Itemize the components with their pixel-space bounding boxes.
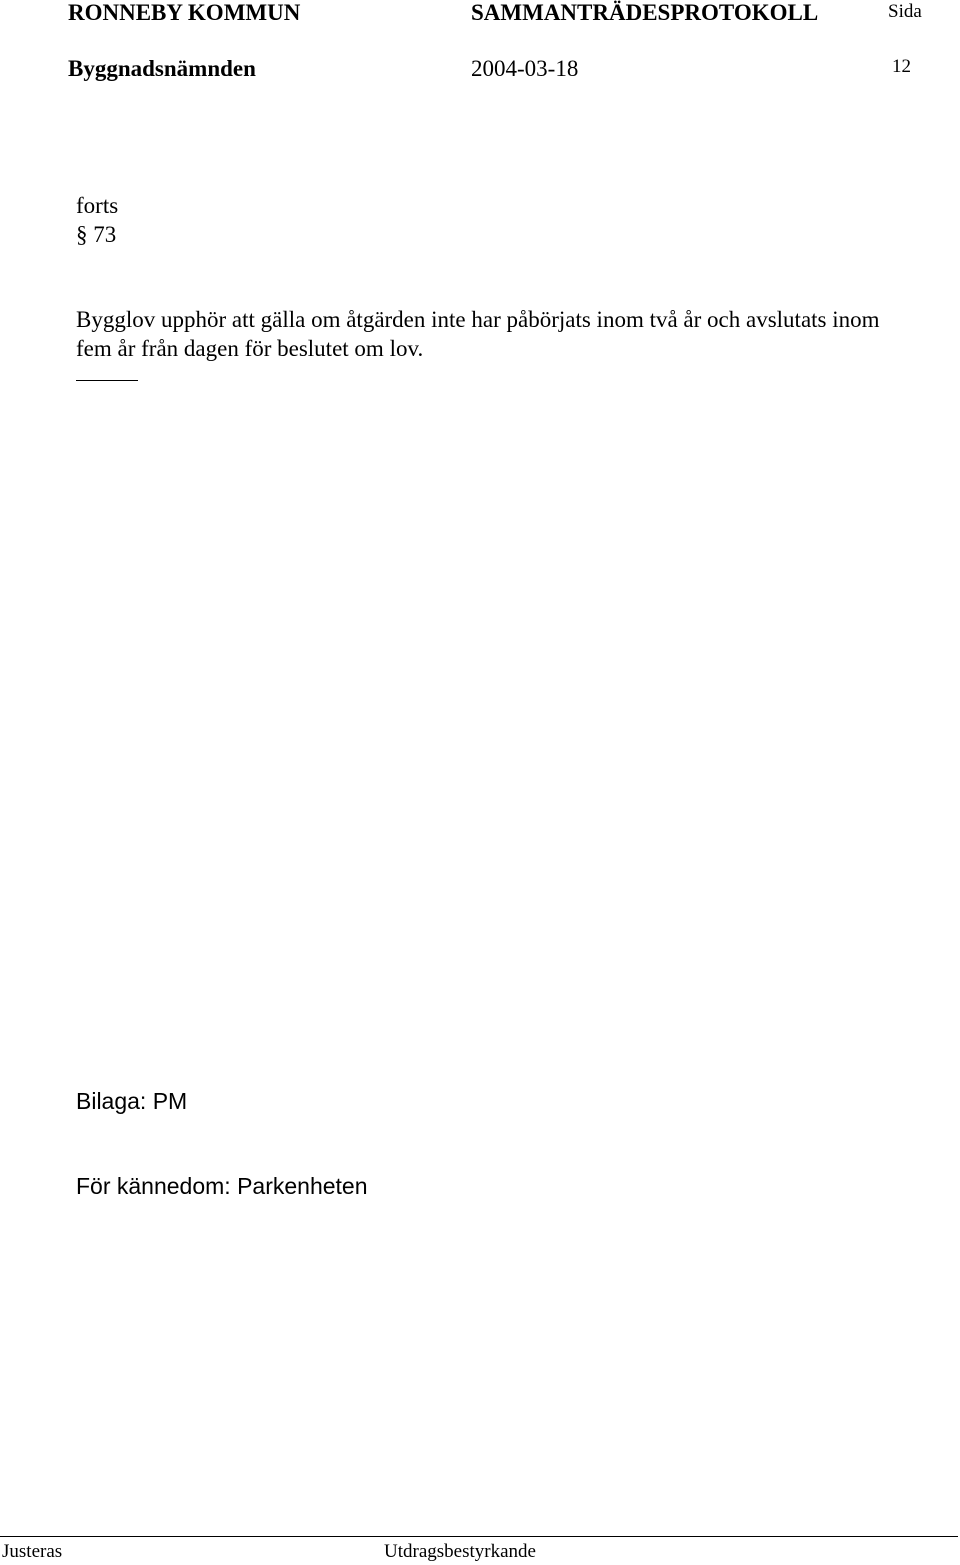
footer-justeras: Justeras bbox=[2, 1541, 63, 1562]
paragraph-heading bbox=[76, 220, 116, 249]
meeting-date: 2004-03-18 bbox=[471, 56, 579, 81]
footer-rule bbox=[0, 1536, 958, 1537]
paragraph-symbol: § bbox=[76, 222, 88, 247]
body-line-1: Bygglov upphör att gälla om åtgärden inte har påbörjats inom två år och avslutats inom bbox=[76, 307, 880, 332]
municipality-name: RONNEBY KOMMUN bbox=[68, 0, 301, 25]
paragraph-number: 73 bbox=[93, 222, 117, 247]
page-label: Sida bbox=[888, 1, 922, 22]
committee-name: Byggnadsnämnden bbox=[68, 56, 256, 81]
attachment-bilaga: Bilaga: PM bbox=[76, 1088, 188, 1114]
body-line-2: fem år från dagen för beslutet om lov. bbox=[76, 336, 424, 361]
document-type: SAMMANTRÄDESPROTOKOLL bbox=[471, 0, 819, 25]
section-end-line bbox=[76, 380, 138, 381]
footer-utdragsbestyrkande: Utdragsbestyrkande bbox=[384, 1541, 536, 1562]
continued-label: forts bbox=[76, 193, 119, 218]
page-number: 12 bbox=[892, 56, 911, 77]
for-kannedom: För kännedom: Parkenheten bbox=[76, 1173, 368, 1199]
